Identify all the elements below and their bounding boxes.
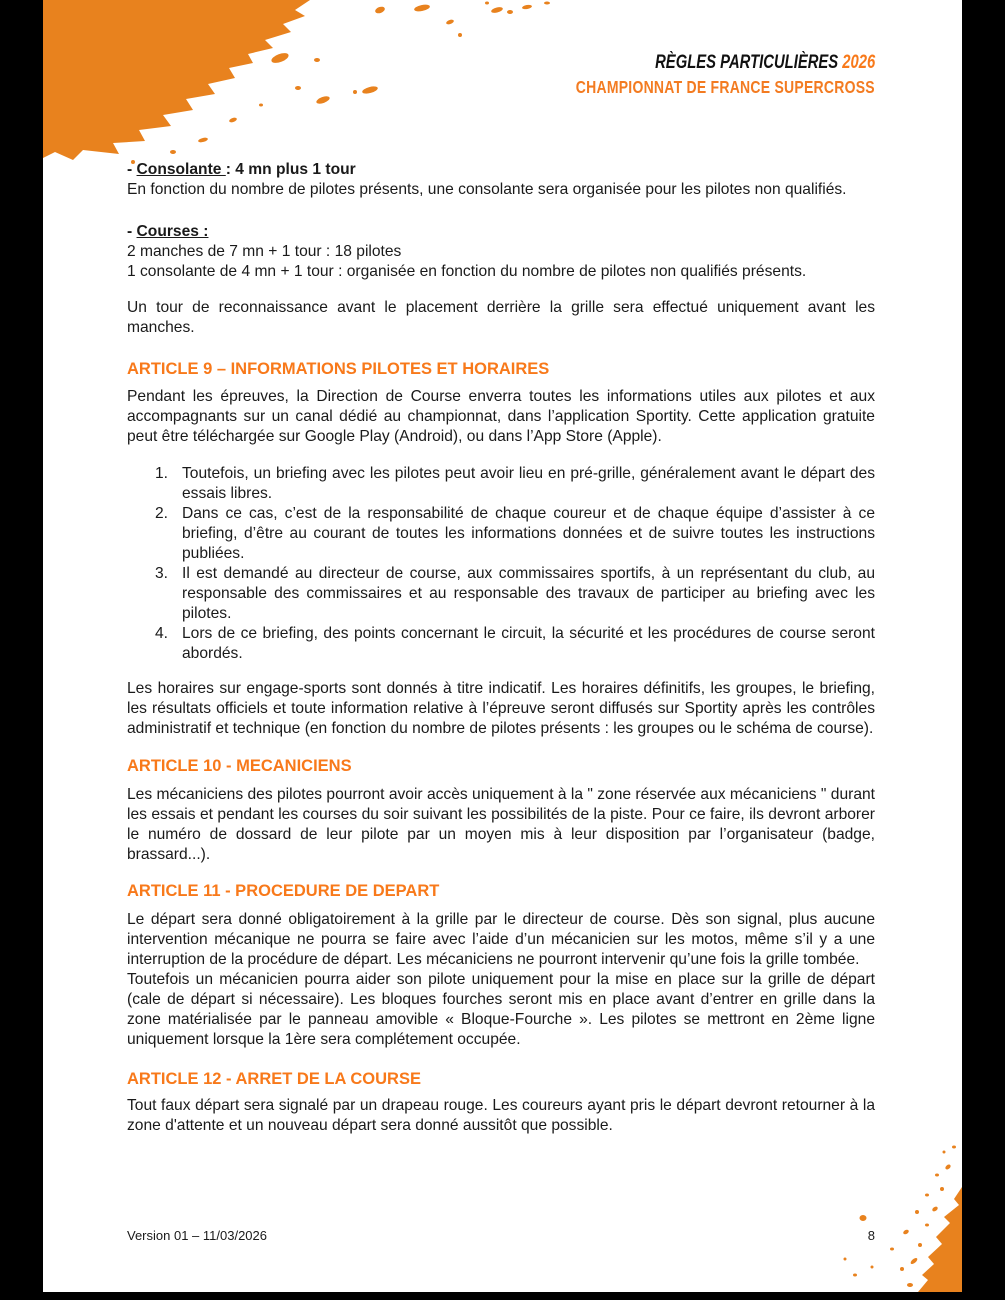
courses-label: Courses : (136, 223, 209, 240)
list-item-text: Lors de ce briefing, des points concernant le circuit, la sécurité et les procédures de course seront abordés. (182, 625, 875, 662)
list-item-text: Dans ce cas, c’est de la responsabilité de chaque coureur et de chaque équipe d’assister à ce briefing, d’être au courant de toutes les informations données et de suivre toutes les instructions publiées. (182, 505, 875, 562)
version-label: Version 01 – 11/03/2026 (127, 1228, 267, 1243)
article-9-numbered-list (155, 464, 875, 664)
document-title-year: 2026 (842, 52, 875, 73)
list-item (155, 504, 875, 564)
article-12-heading: ARTICLE 12 - ARRET DE LA COURSE (127, 1070, 421, 1088)
article-9-intro: Pendant les épreuves, la Direction de Course enverra toutes les informations utiles aux pilotes et aux accompagnants sur un canal dédié au championnat, dans l’application Sportity. Cette application gratuite peut être téléchargée sur Google Play (Android), ou dans l’App Store (Apple). (127, 388, 875, 445)
list-item-text: Il est demandé au directeur de course, aux commissaires sportifs, à un représentant du club, au responsable des commissaires et au responsable des travaux de participer au briefing avec les pilotes. (182, 565, 875, 622)
list-item (155, 464, 875, 504)
reconnaissance-paragraph: Un tour de reconnaissance avant le placement derrière la grille sera effectué uniquement avant les manches. (127, 299, 875, 336)
courses-line-2: 1 consolante de 4 mn + 1 tour : organisée en fonction du nombre de pilotes non qualifiés présents. (127, 263, 807, 280)
article-11-paragraph-2: Toutefois un mécanicien pourra aider son pilote uniquement pour la mise en place sur la grille de départ (cale de départ si nécessaire). Les bloques fourches seront mis en place avant d’entrer en grille dans la zone matérialisée par le panneau amovible « Bloque-Fourche ». Les pilotes se mettront en 2ème ligne uniquement lorsque la 1ère sera complétement occupée. (127, 971, 875, 1048)
courses-title (127, 222, 875, 242)
consolante-label: Consolante (136, 161, 226, 178)
consolante-dash: - (127, 161, 137, 178)
document-title-text: RÈGLES PARTICULIÈRES (654, 52, 843, 73)
page-footer (127, 1228, 875, 1243)
article-9-outro: Les horaires sur engage-sports sont donnés à titre indicatif. Les horaires définitifs, les groupes, le briefing, les résultats officiels et toute information relative à l’épreuve seront diffusés sur Sportity après les contrôles administratif et technique (en fonction du nombre de pilotes présents : les groupes ou le schéma de course). (127, 680, 875, 737)
article-12-paragraph: Tout faux départ sera signalé par un drapeau rouge. Les coureurs ayant pris le départ devront retourner à la zone d'attente et un nouveau départ sera donné aussitôt que possible. (127, 1097, 875, 1134)
courses-dash: - (127, 223, 137, 240)
article-10-paragraph: Les mécaniciens des pilotes pourront avoir accès uniquement à la " zone réservée aux mécaniciens " durant les essais et pendant les courses du soir suivant les possibilités de la piste. Pour ce faire, ils devront arborer le numéro de dossard de leur pilote par un moyen mis à leur disposition par l’organisateur (badge, brassard...). (127, 786, 875, 863)
list-item-number: 4. (155, 625, 169, 642)
document-subtitle: CHAMPIONNAT DE FRANCE SUPERCROSS (575, 77, 875, 97)
consolante-title (127, 160, 875, 180)
page-number: 8 (867, 1228, 875, 1243)
courses-line-1: 2 manches de 7 mn + 1 tour : 18 pilotes (127, 243, 402, 260)
article-9-heading: ARTICLE 9 – INFORMATIONS PILOTES ET HORAIRES (127, 360, 550, 378)
article-11-paragraph-1: Le départ sera donné obligatoirement à la grille par le directeur de course. Dès son signal, plus aucune intervention mécanique ne pourra se faire avec l’aide d’un mécanicien sur les motos, même s’il y a une interruption de la procédure de départ. Les mécaniciens ne pourront intervenir qu’une fois la grille tombée. (127, 911, 875, 968)
list-item-number: 3. (155, 565, 169, 582)
list-item (155, 564, 875, 624)
article-11-heading: ARTICLE 11 - PROCEDURE DE DEPART (127, 882, 440, 900)
list-item (155, 624, 875, 664)
paint-splash-bottom-right-icon (832, 1117, 962, 1292)
consolante-rest: : 4 mn plus 1 tour (225, 161, 356, 178)
consolante-paragraph: En fonction du nombre de pilotes présents, une consolante sera organisée pour les pilotes non qualifiés. (127, 181, 847, 198)
page-content (127, 0, 875, 1136)
list-item-number: 2. (155, 505, 169, 522)
document-page (43, 0, 962, 1292)
list-item-number: 1. (155, 465, 169, 482)
article-10-heading: ARTICLE 10 - MECANICIENS (127, 757, 352, 775)
list-item-text: Toutefois, un briefing avec les pilotes peut avoir lieu en pré-grille, généralement avant le départ des essais libres. (182, 465, 875, 502)
